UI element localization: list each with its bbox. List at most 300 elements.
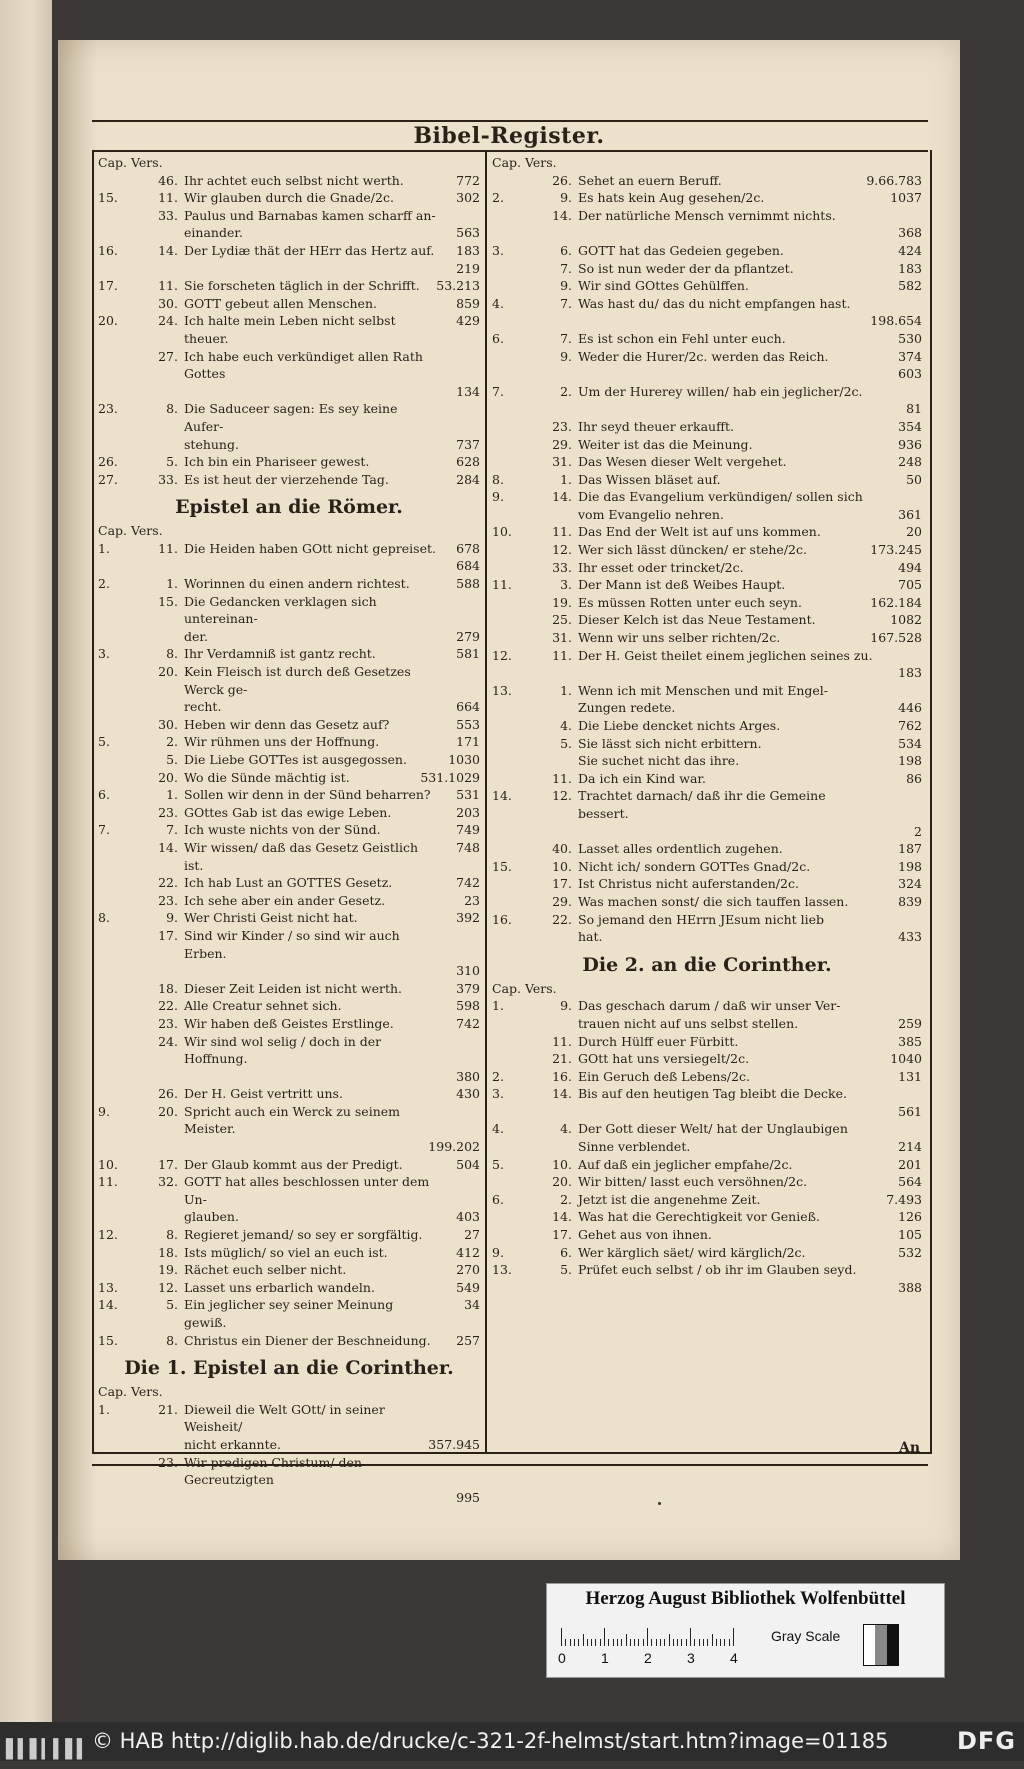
index-entry (492, 541, 922, 559)
entry-text: Lasset alles ordentlich zugehen. (578, 841, 783, 857)
verse-number: 7. (166, 822, 178, 838)
index-entry (492, 682, 922, 700)
entry-text: Es ist heut der vierzehende Tag. (184, 471, 389, 487)
entry-text: Der Lydiæ thät der HErr das Hertz auf. (184, 242, 435, 258)
index-entry (492, 840, 922, 858)
ruler-tick (595, 1639, 596, 1646)
page-reference: 705 (898, 577, 922, 593)
copyright-url[interactable]: © HAB http://diglib.hab.de/drucke/c-321-2f-helmst/start.htm?image=01185 (92, 1729, 889, 1753)
index-entry (98, 1401, 480, 1436)
page-reference: 34 (464, 1297, 480, 1313)
chapter-number: 15. (98, 190, 118, 206)
page-reference: 380 (456, 1068, 480, 1084)
entry-text: einander. (184, 225, 243, 241)
index-entry (492, 453, 922, 471)
ruler-tick (613, 1639, 614, 1646)
entry-text: Dieser Kelch ist das Neue Testament. (578, 612, 816, 628)
entry-text: Rächet euch selber nicht. (184, 1262, 347, 1278)
column-header: Cap. Vers. (492, 155, 557, 170)
index-entry (98, 224, 480, 242)
index-entry (98, 400, 480, 435)
entry-text: Der Glaub kommt aus der Predigt. (184, 1156, 403, 1172)
index-entry (492, 611, 922, 629)
index-entry (98, 892, 480, 910)
cor1-rows (98, 1401, 480, 1507)
index-entry (492, 242, 922, 260)
chapter-number: 9. (492, 1244, 504, 1260)
entry-text: Dieser Zeit Leiden ist nicht werth. (184, 980, 402, 996)
verse-number: 27. (158, 348, 178, 364)
index-entry (492, 858, 922, 876)
entry-text: Was hat die Gerechtigkeit vor Genieß. (578, 1209, 820, 1225)
adjacent-page-edge (0, 0, 52, 1740)
index-entry (98, 874, 480, 892)
verse-number: 11. (158, 540, 178, 556)
page-reference: 534 (898, 735, 922, 751)
page-reference: 859 (456, 295, 480, 311)
index-entry (492, 471, 922, 489)
index-entry (492, 893, 922, 911)
entry-text: Der H. Geist theilet einem jeglichen seines zu. (578, 647, 873, 663)
verse-number: 17. (158, 1156, 178, 1172)
verse-number: 6. (560, 1244, 572, 1260)
entry-text: Um der Hurerey willen/ hab ein jeglicher/2c. (578, 383, 863, 399)
chapter-number: 10. (98, 1156, 118, 1172)
entry-text: Jetzt ist die angenehme Zeit. (578, 1191, 761, 1207)
ruler-tick (621, 1639, 622, 1646)
verse-number: 46. (158, 172, 178, 188)
entry-text: Sehet an euern Beruff. (578, 172, 722, 188)
entry-text: So jemand den HErrn JEsum nicht lieb (578, 911, 825, 927)
index-entry (98, 1279, 480, 1297)
index-entry (98, 453, 480, 471)
chapter-number: 13. (492, 1262, 512, 1278)
verse-number: 12. (158, 1279, 178, 1295)
index-entry (98, 997, 480, 1015)
page-reference: 187 (898, 841, 922, 857)
cor2-rows (492, 997, 922, 1296)
index-entry (98, 1085, 480, 1103)
index-entry (98, 1296, 480, 1331)
chapter-number: 11. (492, 577, 512, 593)
index-entry (492, 1015, 922, 1033)
entry-text: Wer Christi Geist nicht hat. (184, 910, 358, 926)
index-entry (98, 540, 480, 558)
index-entry (98, 1244, 480, 1262)
verse-number: 1. (166, 576, 178, 592)
page-reference: 198 (898, 753, 922, 769)
chapter-number: 8. (492, 471, 504, 487)
entry-text: Paulus und Barnabas kamen scharff an- (184, 207, 436, 223)
verse-number: 2. (166, 734, 178, 750)
entry-text: Sollen wir denn in der Sünd beharren? (184, 787, 431, 803)
page-reference: 9.66.783 (866, 172, 922, 188)
entry-text: Es müssen Rotten unter euch seyn. (578, 594, 802, 610)
verse-number: 11. (552, 647, 572, 663)
verse-number: 1. (560, 471, 572, 487)
page-reference: 270 (456, 1262, 480, 1278)
page-reference: 198.654 (870, 313, 922, 329)
page-reference: 403 (456, 1209, 480, 1225)
entry-text: Da ich ein Kind war. (578, 770, 706, 786)
index-entry (98, 786, 480, 804)
entry-text: GOTT gebeut allen Menschen. (184, 295, 377, 311)
page-reference: 588 (456, 576, 480, 592)
verse-number: 17. (158, 927, 178, 943)
index-entry (98, 1489, 480, 1507)
index-entry (98, 277, 480, 295)
chapter-number: 16. (492, 911, 512, 927)
verse-number: 29. (552, 436, 572, 452)
index-entry (98, 348, 480, 383)
swatch-gray (875, 1625, 886, 1665)
chapter-number: 14. (98, 1297, 118, 1313)
entry-text: Die Saduceer sagen: Es sey keine Aufer- (184, 401, 398, 434)
index-entry (98, 1226, 480, 1244)
left-rows (98, 172, 480, 489)
page-reference: 531 (456, 787, 480, 803)
page-reference: 81 (906, 401, 922, 417)
page-reference: 582 (898, 278, 922, 294)
verse-number: 5. (166, 752, 178, 767)
verse-number: 40. (552, 841, 572, 857)
entry-text: Christus ein Diener der Beschneidung. (184, 1332, 431, 1348)
ruler-tick (608, 1639, 609, 1646)
ruler-tick (626, 1634, 627, 1646)
page-reference: 603 (898, 366, 922, 382)
index-entry (492, 770, 922, 788)
entry-text: Wir wissen/ daß das Gesetz Geistlich ist. (184, 839, 418, 873)
index-entry (98, 645, 480, 663)
index-entry (492, 1103, 922, 1121)
index-entry (492, 418, 922, 436)
index-entry (98, 804, 480, 822)
index-entry (492, 436, 922, 454)
ruler-number: 2 (644, 1650, 652, 1666)
entry-text: Zungen redete. (578, 700, 676, 716)
page-reference: 27 (464, 1227, 480, 1243)
entry-text: Auf daß ein jeglicher empfahe/2c. (578, 1156, 793, 1172)
verse-number: 9. (560, 348, 572, 364)
page-reference: 379 (456, 980, 480, 996)
verse-number: 19. (158, 1262, 178, 1278)
entry-text: Ich wuste nichts von der Sünd. (184, 822, 381, 838)
page-reference: 388 (898, 1279, 922, 1295)
dfg-logo: DFG (956, 1727, 1016, 1755)
index-entry (492, 823, 922, 841)
ruler-number: 1 (601, 1650, 609, 1666)
page-reference: 105 (898, 1227, 922, 1243)
verse-number: 1. (166, 787, 178, 803)
library-name: Herzog August Bibliothek Wolfenbüttel (585, 1588, 906, 1609)
page-reference: 749 (456, 822, 480, 838)
left-column (98, 154, 480, 1506)
page-reference: 354 (898, 418, 922, 434)
verse-number: 2. (560, 1191, 572, 1207)
entry-text: Ich bin ein Phariseer gewest. (184, 454, 370, 470)
page-reference: 1030 (448, 752, 480, 767)
catchword: An (898, 1440, 920, 1456)
page-reference: 201 (898, 1156, 922, 1172)
page-reference: 424 (898, 242, 922, 258)
page-reference: 23 (464, 892, 480, 908)
chapter-number: 7. (492, 383, 504, 399)
entry-text: Der Gott dieser Welt/ hat der Unglaubigen (578, 1121, 848, 1137)
page-reference: 183 (898, 260, 922, 276)
entry-text: Die Liebe GOTTes ist ausgegossen. (184, 752, 407, 767)
verse-number: 17. (552, 1227, 572, 1243)
verse-number: 16. (552, 1068, 572, 1084)
verse-number: 3. (560, 577, 572, 593)
entry-text: Ihr Verdamniß ist gantz recht. (184, 646, 376, 662)
romer-rows (98, 540, 480, 1349)
index-entry (492, 1068, 922, 1086)
page-reference: 742 (456, 875, 480, 891)
ruler-tick (729, 1639, 730, 1646)
entry-text: Das End der Welt ist auf uns kommen. (578, 524, 821, 540)
index-entry (492, 1050, 922, 1068)
ruler-tick (681, 1639, 682, 1646)
index-entry (98, 436, 480, 454)
page-reference: 20 (906, 524, 922, 540)
index-entry (98, 295, 480, 313)
index-entry (98, 1138, 480, 1156)
verse-number: 5. (560, 1262, 572, 1278)
entry-text: Wir sind wol selig / doch in der Hoffnung. (184, 1033, 382, 1067)
entry-text: Wir rühmen uns der Hoffnung. (184, 734, 380, 750)
verse-number: 11. (158, 278, 178, 294)
index-entry (492, 224, 922, 242)
entry-text: Ich habe euch verkündiget allen Rath Gottes (184, 348, 423, 382)
verse-number: 32. (158, 1174, 178, 1190)
page-reference: 936 (898, 436, 922, 452)
verse-number: 20. (158, 769, 178, 785)
entry-text: glauben. (184, 1209, 239, 1225)
ruler-tick (686, 1639, 687, 1646)
index-entry (98, 557, 480, 575)
index-entry (98, 716, 480, 734)
index-entry (492, 735, 922, 753)
entry-text: nicht erkannte. (184, 1436, 281, 1452)
index-entry (492, 1138, 922, 1156)
page-reference: 412 (456, 1244, 480, 1260)
verse-number: 1. (560, 682, 572, 698)
index-entry (492, 647, 922, 665)
verse-number: 11. (552, 524, 572, 540)
verse-number: 4. (560, 1121, 572, 1137)
page-reference: 737 (456, 436, 480, 452)
index-entry (492, 330, 922, 348)
page-reference: 86 (906, 770, 922, 786)
page-reference: 53.213 (436, 278, 480, 294)
page-reference: 598 (456, 998, 480, 1014)
verse-number: 22. (158, 998, 178, 1014)
library-color-strip (546, 1583, 945, 1678)
entry-text: Ists müglich/ so viel an euch ist. (184, 1244, 388, 1260)
verse-number: 14. (552, 489, 572, 505)
ruler-number: 4 (730, 1650, 738, 1666)
ruler-tick (638, 1639, 639, 1646)
verse-number: 11. (552, 1033, 572, 1049)
entry-text: Worinnen du einen andern richtest. (184, 576, 410, 592)
index-entry (492, 1173, 922, 1191)
verse-number: 25. (552, 612, 572, 628)
entry-text: Wir predigen Christum/ den Gecreutzigten (184, 1454, 362, 1488)
page-reference: 284 (456, 471, 480, 487)
chapter-number: 26. (98, 454, 118, 470)
page-reference: 561 (898, 1103, 922, 1119)
page-reference: 183 (456, 242, 480, 258)
verse-number: 8. (166, 1332, 178, 1348)
ruler-tick (716, 1639, 717, 1646)
ruler-tick (647, 1628, 648, 1646)
page-reference: 171 (456, 734, 480, 750)
index-entry (492, 1208, 922, 1226)
index-entry (98, 1033, 480, 1068)
index-entry (492, 277, 922, 295)
page-reference: 564 (898, 1174, 922, 1190)
page-reference: 532 (898, 1244, 922, 1260)
page-reference: 183 (898, 665, 922, 681)
verse-number: 5. (166, 1297, 178, 1313)
ruler-tick (694, 1639, 695, 1646)
ruler-tick (720, 1639, 721, 1646)
chapter-number: 10. (492, 524, 512, 540)
chapter-number: 6. (492, 330, 504, 346)
right-column (492, 154, 922, 1296)
entry-text: Wir sind GOttes Gehülffen. (578, 278, 749, 294)
page-reference: 1040 (890, 1051, 922, 1067)
index-entry (492, 699, 922, 717)
chapter-number: 23. (98, 401, 118, 417)
ruler-tick (724, 1639, 725, 1646)
index-entry (98, 1436, 480, 1454)
document-page (58, 40, 960, 1560)
page-reference: 748 (456, 839, 480, 855)
page-reference: 50 (906, 471, 922, 487)
index-entry (98, 471, 480, 489)
chapter-number: 11. (98, 1174, 118, 1190)
entry-text: Die Gedancken verklagen sich untereinan- (184, 593, 377, 627)
index-entry (492, 523, 922, 541)
entry-text: Nicht ich/ sondern GOTTes Gnad/2c. (578, 858, 811, 874)
index-entry (98, 980, 480, 998)
verse-number: 14. (552, 1209, 572, 1225)
verse-number: 9. (166, 910, 178, 926)
section-title-romer: Epistel an die Römer. (175, 496, 403, 519)
entry-text: Weder die Hurer/2c. werden das Reich. (578, 348, 829, 364)
chapter-number: 9. (98, 1103, 110, 1119)
ruler-tick (643, 1639, 644, 1646)
entry-text: Die Heiden haben GOtt nicht gepreiset. (184, 540, 436, 556)
entry-text: Ihr esset oder trincket/2c. (578, 559, 744, 575)
page-reference: 279 (456, 628, 480, 644)
entry-text: Ein Geruch deß Lebens/2c. (578, 1068, 751, 1084)
entry-text: hat. (578, 929, 603, 945)
verse-number: 9. (560, 190, 572, 206)
section-title-cor1: Die 1. Epistel an die Corinther. (124, 1357, 454, 1380)
entry-text: Trachtet darnach/ daß ihr die Gemeine bessert. (578, 788, 826, 821)
page-reference: 664 (456, 699, 480, 715)
entry-text: Sie suchet nicht das ihre. (578, 753, 740, 769)
verse-number: 11. (158, 190, 178, 206)
index-entry (492, 629, 922, 647)
chapter-number: 13. (492, 682, 512, 698)
ruler-tick (600, 1639, 601, 1646)
verse-number: 5. (560, 735, 572, 751)
entry-text: Ein jeglicher sey seiner Meinung gewiß. (184, 1297, 394, 1330)
index-entry (98, 751, 480, 769)
page-reference: 742 (456, 1015, 480, 1031)
ruler-tick (656, 1639, 657, 1646)
verse-number: 31. (552, 454, 572, 470)
entry-text: vom Evangelio nehren. (578, 506, 724, 522)
verse-number: 10. (552, 1156, 572, 1172)
ruler-tick (699, 1639, 700, 1646)
entry-text: GOTT hat das Gedeien gegeben. (578, 242, 784, 258)
ruler-tick (630, 1639, 631, 1646)
verse-number: 2. (560, 383, 572, 399)
ruler-tick (587, 1639, 588, 1646)
page-reference: 134 (456, 383, 480, 399)
entry-text: So ist nun weder der da pflantzet. (578, 260, 794, 276)
index-entry (492, 365, 922, 383)
index-entry (492, 488, 922, 506)
running-head: Bibel-Register. (413, 123, 605, 149)
entry-text: Ich halte mein Leben nicht selbst theuer. (184, 313, 396, 346)
entry-text: Wir haben deß Geistes Erstlinge. (184, 1015, 394, 1031)
entry-text: Der H. Geist vertritt uns. (184, 1086, 343, 1102)
index-entry (98, 628, 480, 646)
ruler-tick (733, 1628, 734, 1646)
verse-number: 20. (552, 1174, 572, 1190)
verse-number: 8. (166, 401, 178, 417)
barcode-icon: ▌▍▌▎▍▌▍ (6, 1739, 89, 1760)
entry-text: Ihr seyd theuer erkaufft. (578, 418, 734, 434)
verse-number: 30. (158, 295, 178, 311)
index-entry (98, 1156, 480, 1174)
page-reference: 203 (456, 804, 480, 820)
verse-number: 20. (158, 664, 178, 680)
ruler-tick (578, 1639, 579, 1646)
entry-text: Kein Fleisch ist durch deß Gesetzes Werck ge- (184, 664, 411, 697)
page-reference: 549 (456, 1279, 480, 1295)
entry-text: Sind wir Kinder / so sind wir auch Erben. (184, 927, 400, 961)
entry-text: Durch Hülff euer Fürbitt. (578, 1033, 739, 1049)
ruler-tick (561, 1628, 562, 1646)
index-entry (492, 400, 922, 418)
page-reference: 1082 (890, 612, 922, 628)
verse-number: 23. (552, 418, 572, 434)
page-reference: 199.202 (428, 1139, 480, 1155)
page-reference: 446 (898, 700, 922, 716)
page-reference: 563 (456, 225, 480, 241)
page-reference: 772 (456, 172, 480, 188)
verse-number: 23. (158, 804, 178, 820)
chapter-number: 8. (98, 910, 110, 926)
page-reference: 392 (456, 910, 480, 926)
index-entry (98, 698, 480, 716)
ruler-tick (634, 1639, 635, 1646)
verse-number: 6. (560, 242, 572, 258)
page-reference: 173.245 (870, 542, 922, 558)
ruler-tick (712, 1634, 713, 1646)
chapter-number: 5. (98, 734, 110, 750)
verse-number: 7. (560, 260, 572, 276)
entry-text: Wir glauben durch die Gnade/2c. (184, 190, 394, 206)
index-entry (492, 717, 922, 735)
entry-text: GOtt hat uns versiegelt/2c. (578, 1051, 750, 1067)
